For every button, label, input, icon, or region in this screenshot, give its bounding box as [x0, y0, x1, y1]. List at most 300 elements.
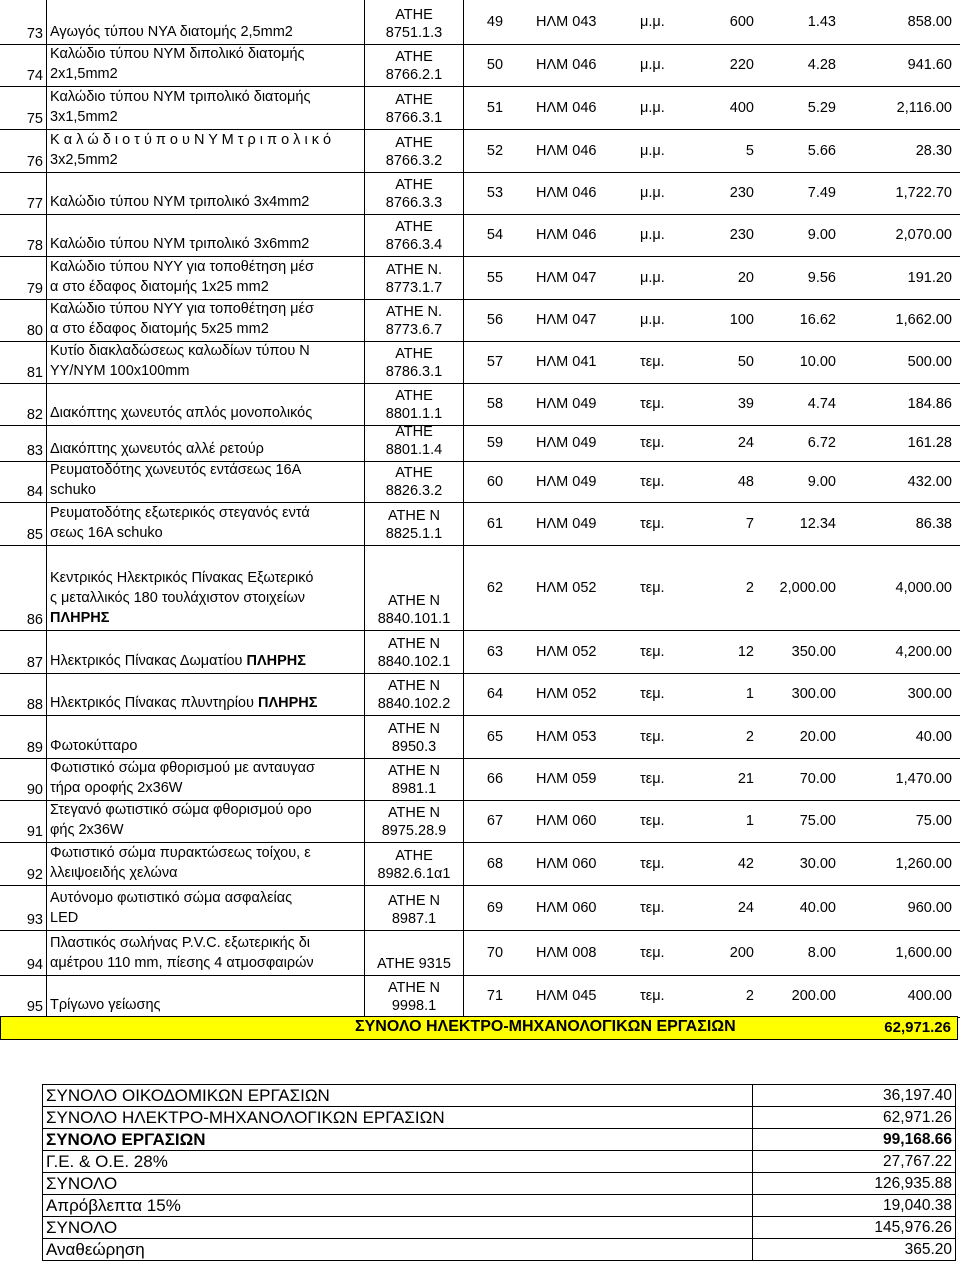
- summary-value: 126,935.88: [753, 1173, 956, 1195]
- table-row: [0, 502, 960, 546]
- code-line: ΑΤΗΕ 9315: [377, 956, 451, 972]
- summary-row: [43, 1151, 956, 1173]
- code-line: 8773.6.7: [385, 322, 443, 338]
- description-line: schuko: [50, 482, 96, 498]
- right-number: 53: [486, 185, 504, 201]
- right-code: ΗΛΜ 052: [536, 643, 597, 660]
- summary-label: Απρόβλεπτα 15%: [43, 1195, 753, 1217]
- table-row: [0, 0, 960, 45]
- code-line: 8840.102.2: [377, 696, 451, 712]
- description-line: [50, 651, 364, 671]
- line-total: 75.00: [915, 813, 952, 829]
- code-line: 8982.6.1α1: [377, 866, 451, 882]
- description-line: Κ α λ ώ δ ι ο τ ύ π ο υ Ν Υ Μ τ ρ ι π ο λ ι κ ό: [50, 132, 332, 148]
- code-line: ΑΤΗΕ: [395, 465, 433, 481]
- item-code: [364, 885, 464, 930]
- item-number: 74: [26, 68, 43, 84]
- line-total: 1,470.00: [895, 771, 952, 787]
- code-line: 8773.1.7: [385, 280, 443, 296]
- unit-price: 9.00: [807, 473, 836, 490]
- right-code: ΗΛΜ 046: [536, 227, 597, 243]
- code-line: 8766.2.1: [385, 67, 443, 83]
- total-value: 62,971.26: [884, 1019, 951, 1036]
- summary-label: ΣΥΝΟΛΟ ΗΛΕΚΤΡΟ-ΜΗΧΑΝΟΛΟΓΙΚΩΝ ΕΡΓΑΣΙΩΝ: [43, 1107, 753, 1129]
- line-total: 184.86: [907, 396, 952, 412]
- right-code: ΗΛΜ 060: [536, 813, 597, 829]
- right-number: 69: [486, 899, 504, 916]
- code-line: ΑΤΗΕ Ν: [387, 721, 441, 737]
- right-number: 63: [486, 643, 504, 660]
- unit: μ.μ.: [640, 312, 665, 328]
- right-number: 61: [486, 515, 504, 532]
- summary-row: [43, 1173, 956, 1195]
- table-row: [0, 758, 960, 801]
- item-code: [364, 715, 464, 758]
- right-code: ΗΛΜ 059: [536, 771, 597, 787]
- item-code: [364, 758, 464, 800]
- right-code: ΗΛΜ 049: [536, 396, 597, 412]
- line-total: 191.20: [907, 269, 952, 286]
- summary-label: ΣΥΝΟΛΟ ΟΙΚΟΔΟΜΙΚΩΝ ΕΡΓΑΣΙΩΝ: [43, 1085, 753, 1107]
- item-number: 94: [26, 957, 43, 973]
- right-code: ΗΛΜ 049: [536, 515, 597, 532]
- code-line: 8981.1: [391, 781, 437, 797]
- line-total: 28.30: [915, 142, 952, 159]
- table-row: [0, 975, 960, 1018]
- quantity: 50: [737, 354, 754, 370]
- table-row: [0, 214, 960, 257]
- complete-flag: ΠΛΗΡΗΣ: [257, 695, 318, 711]
- item-description: [46, 545, 364, 630]
- line-total: 1,662.00: [895, 312, 952, 328]
- line-total: 4,200.00: [895, 643, 952, 660]
- right-code: ΗΛΜ 045: [536, 988, 597, 1004]
- right-number: 56: [486, 312, 504, 328]
- line-total: 432.00: [907, 473, 952, 490]
- code-line: ΑΤΗΕ: [395, 346, 433, 362]
- description-line: Φωτιστικό σώμα φθορισμού με ανταυγασ: [50, 760, 315, 776]
- item-number: 75: [26, 111, 43, 127]
- item-number: 81: [26, 365, 43, 381]
- unit-price: 10.00: [799, 354, 836, 370]
- item-code: [364, 930, 464, 975]
- unit-price: 350.00: [791, 643, 836, 660]
- item-description: [46, 172, 364, 214]
- description-line: τήρα οροφής 2x36W: [50, 780, 183, 796]
- line-total: 4,000.00: [895, 579, 952, 596]
- total-label: ΣΥΝΟΛΟ ΗΛΕΚΤΡΟ-ΜΗΧΑΝΟΛΟΓΙΚΩΝ ΕΡΓΑΣΙΩΝ: [355, 1018, 736, 1035]
- item-description: [46, 842, 364, 885]
- right-number: 60: [486, 473, 504, 490]
- quantity: 39: [737, 396, 754, 412]
- description-line: Ρευματοδότης εξωτερικός στεγανός εντά: [50, 505, 310, 521]
- code-line: ΑΤΗΕ Ν: [387, 893, 441, 909]
- item-number: 80: [26, 323, 43, 339]
- unit: τεμ.: [640, 813, 665, 829]
- unit-price: 40.00: [799, 899, 836, 916]
- description-line: λλειψοειδής χελώνα: [50, 865, 178, 881]
- item-description: [46, 930, 364, 975]
- item-description: [46, 86, 364, 129]
- right-code: ΗΛΜ 052: [536, 686, 597, 702]
- unit: τεμ.: [640, 515, 665, 532]
- code-line: ΑΤΗΕ Ν: [387, 763, 441, 779]
- summary-row: [43, 1239, 956, 1261]
- unit: τεμ.: [640, 855, 665, 872]
- code-line: ΑΤΗΕ: [395, 219, 433, 235]
- unit: τεμ.: [640, 686, 665, 702]
- table-row: [0, 630, 960, 674]
- item-description: [46, 673, 364, 715]
- right-number: 68: [486, 855, 504, 872]
- item-number: 84: [26, 484, 43, 500]
- code-line: 8786.3.1: [385, 364, 443, 380]
- item-code: [364, 86, 464, 129]
- line-total: 161.28: [907, 435, 952, 451]
- item-code: [364, 129, 464, 172]
- item-code: [364, 461, 464, 502]
- right-number: 71: [486, 988, 504, 1004]
- item-code: [364, 975, 464, 1017]
- description-line: Αγωγός τύπου ΝΥΑ διατομής 2,5mm2: [50, 24, 293, 40]
- code-line: ΑΤΗΕ Ν: [387, 678, 441, 694]
- table-row: [0, 425, 960, 462]
- quantity: 12: [737, 643, 754, 660]
- unit: μ.μ.: [640, 185, 665, 201]
- code-line: 8766.3.2: [385, 153, 443, 169]
- right-code: ΗΛΜ 043: [536, 14, 597, 30]
- line-total: 1,260.00: [895, 855, 952, 872]
- right-number: 59: [486, 435, 504, 451]
- description-line: α στο έδαφος διατομής 1x25 mm2: [50, 279, 269, 295]
- quantity: 2: [745, 988, 754, 1004]
- unit: μ.μ.: [640, 269, 665, 286]
- quantity: 20: [737, 269, 754, 286]
- table-row: [0, 86, 960, 130]
- code-line: 8801.1.4: [385, 442, 443, 458]
- code-line: 8766.3.1: [385, 110, 443, 126]
- item-description: [46, 214, 364, 256]
- description-line: LED: [50, 910, 79, 926]
- summary-row: [43, 1195, 956, 1217]
- right-code: ΗΛΜ 052: [536, 579, 597, 596]
- unit-price: 5.29: [807, 99, 836, 116]
- right-number: 65: [486, 728, 504, 745]
- table-row: [0, 341, 960, 384]
- description-line: Κυτίο διακλαδώσεως καλωδίων τύπου Ν: [50, 343, 310, 359]
- code-line: 8751.1.3: [385, 25, 443, 41]
- item-number: 86: [26, 612, 43, 628]
- description-line: Στεγανό φωτιστικό σώμα φθορισμού ορο: [50, 802, 312, 818]
- description-line: Φωτιστικό σώμα πυρακτώσεως τοίχου, ε: [50, 845, 311, 861]
- right-number: 50: [486, 57, 504, 73]
- summary-value: 145,976.26: [753, 1217, 956, 1239]
- unit: τεμ.: [640, 396, 665, 412]
- quantity: 200: [729, 944, 754, 961]
- complete-flag: ΠΛΗΡΗΣ: [246, 653, 306, 669]
- line-total: 86.38: [915, 515, 952, 532]
- code-line: ΑΤΗΕ Ν: [387, 593, 441, 609]
- description-line: Διακόπτης χωνευτός απλός μονοπολικός: [50, 405, 313, 421]
- quantity: 48: [737, 473, 754, 490]
- code-line: 8840.102.1: [377, 654, 451, 670]
- table-row: [0, 715, 960, 759]
- item-code: [364, 842, 464, 885]
- summary-value: 19,040.38: [753, 1195, 956, 1217]
- unit: τεμ.: [640, 771, 665, 787]
- unit: μ.μ.: [640, 14, 665, 30]
- code-line: ΑΤΗΕ: [395, 49, 433, 65]
- description-line: αμέτρου 110 mm, πίεσης 4 ατμοσφαιρών: [50, 955, 314, 971]
- right-code: ΗΛΜ 047: [536, 312, 597, 328]
- item-code: [364, 425, 464, 461]
- unit-price: 6.72: [807, 435, 836, 451]
- description-line: 3x1,5mm2: [50, 109, 118, 125]
- summary-value: 365.20: [753, 1239, 956, 1261]
- unit-price: 4.28: [807, 57, 836, 73]
- quantity: 5: [745, 142, 754, 159]
- code-line: ΑΤΗΕ Ν: [387, 636, 441, 652]
- unit: τεμ.: [640, 435, 665, 451]
- line-total: 40.00: [915, 728, 952, 745]
- line-total: 400.00: [907, 988, 952, 1004]
- right-number: 57: [486, 354, 504, 370]
- table-row: [0, 673, 960, 716]
- table-row: [0, 461, 960, 503]
- item-description: [46, 800, 364, 842]
- item-number: 88: [26, 697, 43, 713]
- unit-price: 30.00: [799, 855, 836, 872]
- quantity: 1: [745, 813, 754, 829]
- item-description: [46, 758, 364, 800]
- item-number: 77: [26, 196, 43, 212]
- unit-price: 200.00: [791, 988, 836, 1004]
- item-code: [364, 502, 464, 545]
- summary-label: ΣΥΝΟΛΟ: [43, 1173, 753, 1195]
- description-line: 3x2,5mm2: [50, 152, 118, 168]
- summary-value: 62,971.26: [753, 1107, 956, 1129]
- description-line: Ρευματοδότης χωνευτός εντάσεως 16Α: [50, 462, 302, 478]
- unit-price: 1.43: [807, 14, 836, 30]
- item-code: [364, 0, 464, 44]
- item-number: 76: [26, 154, 43, 170]
- right-code: ΗΛΜ 053: [536, 728, 597, 745]
- item-code: [364, 214, 464, 256]
- item-description: [46, 256, 364, 299]
- unit: μ.μ.: [640, 99, 665, 116]
- right-code: ΗΛΜ 046: [536, 57, 597, 73]
- unit-price: 2,000.00: [779, 579, 836, 596]
- item-description: [46, 630, 364, 673]
- right-number: 66: [486, 771, 504, 787]
- right-number: 51: [486, 99, 504, 116]
- right-code: ΗΛΜ 060: [536, 855, 597, 872]
- table-row: [0, 885, 960, 931]
- item-number: 78: [26, 238, 43, 254]
- line-total: 960.00: [907, 899, 952, 916]
- unit-price: 5.66: [807, 142, 836, 159]
- item-number: 85: [26, 527, 43, 543]
- right-code: ΗΛΜ 008: [536, 944, 597, 961]
- quantity: 400: [729, 99, 754, 116]
- code-line: ΑΤΗΕ: [395, 92, 433, 108]
- description-line: Διακόπτης χωνευτός αλλέ ρετούρ: [50, 441, 264, 457]
- quantity: 230: [729, 227, 754, 243]
- unit-price: 9.00: [807, 227, 836, 243]
- unit-price: 16.62: [799, 312, 836, 328]
- unit-price: 8.00: [807, 944, 836, 961]
- description-line: Καλώδιο τύπου ΝΥΜ διπολικό διατομής: [50, 46, 305, 62]
- unit-price: 7.49: [807, 185, 836, 201]
- quantity: 1: [745, 686, 754, 702]
- unit: τεμ.: [640, 643, 665, 660]
- description-line: ΥΥ/ΝΥΜ 100x100mm: [50, 363, 190, 379]
- code-line: ΑΤΗΕ Ν.: [385, 304, 443, 320]
- table-row: [0, 172, 960, 215]
- item-number: 83: [26, 443, 43, 459]
- code-line: ΑΤΗΕ: [395, 7, 433, 23]
- unit-price: 75.00: [799, 813, 836, 829]
- code-line: ΑΤΗΕ Ν: [387, 805, 441, 821]
- code-line: 8826.3.2: [385, 483, 443, 499]
- description-line: Πλαστικός σωλήνας P.V.C. εξωτερικής δι: [50, 935, 310, 951]
- summary-value: 36,197.40: [753, 1085, 956, 1107]
- table-row: [0, 383, 960, 426]
- description-line: Καλώδιο τύπου ΝΥΜ τριπολικό 3x4mm2: [50, 194, 310, 210]
- right-number: 67: [486, 813, 504, 829]
- line-total: 1,722.70: [895, 185, 952, 201]
- quantity: 2: [745, 728, 754, 745]
- unit: μ.μ.: [640, 227, 665, 243]
- code-line: ΑΤΗΕ: [395, 425, 433, 440]
- unit: τεμ.: [640, 473, 665, 490]
- right-code: ΗΛΜ 046: [536, 185, 597, 201]
- code-line: ΑΤΗΕ: [395, 848, 433, 864]
- code-line: 8766.3.3: [385, 195, 443, 211]
- right-number: 52: [486, 142, 504, 159]
- unit-price: 12.34: [799, 515, 836, 532]
- right-number: 58: [486, 396, 504, 412]
- code-line: 8801.1.1: [385, 406, 443, 422]
- code-line: 8825.1.1: [385, 526, 443, 542]
- item-description: [46, 502, 364, 545]
- item-code: [364, 341, 464, 383]
- table-row: [0, 129, 960, 173]
- unit-price: 9.56: [807, 269, 836, 286]
- description-line: ΠΛΗΡΗΣ: [50, 610, 110, 626]
- line-total: 2,116.00: [896, 99, 952, 116]
- line-total: 858.00: [907, 14, 952, 30]
- table-row: [0, 930, 960, 976]
- item-number: 73: [26, 26, 43, 42]
- table-row: [0, 842, 960, 886]
- summary-row: [43, 1129, 956, 1151]
- table-row: [0, 299, 960, 342]
- right-number: 55: [486, 269, 504, 286]
- quantity: 42: [737, 855, 754, 872]
- description-line: ς μεταλλικός 180 τουλάχιστον στοιχείων: [50, 590, 306, 606]
- line-total: 500.00: [907, 354, 952, 370]
- quantity: 24: [737, 899, 754, 916]
- right-code: ΗΛΜ 049: [536, 473, 597, 490]
- item-code: [364, 299, 464, 341]
- item-code: [364, 172, 464, 214]
- item-number: 79: [26, 281, 43, 297]
- summary-label: Αναθεώρηση: [43, 1239, 753, 1261]
- line-total: 1,600.00: [895, 944, 952, 961]
- summary-label: ΣΥΝΟΛΟ ΕΡΓΑΣΙΩΝ: [43, 1129, 753, 1151]
- item-code: [364, 383, 464, 425]
- quantity: 220: [729, 57, 754, 73]
- code-line: 9998.1: [391, 998, 437, 1014]
- description-line: Τρίγωνο γείωσης: [50, 997, 161, 1013]
- unit: τεμ.: [640, 728, 665, 745]
- table-row: [0, 44, 960, 87]
- item-description: [46, 715, 364, 758]
- summary-row: [43, 1217, 956, 1239]
- item-code: [364, 545, 464, 630]
- item-number: 87: [26, 655, 43, 671]
- right-number: 54: [486, 227, 504, 243]
- line-total: 941.60: [907, 57, 952, 73]
- description-line: σεως 16Α schuko: [50, 525, 163, 541]
- description-line: Κεντρικός Ηλεκτρικός Πίνακας Εξωτερικό: [50, 570, 314, 586]
- code-line: 8840.101.1: [377, 611, 451, 627]
- description-line: Καλώδιο τύπου ΝΥΥ για τοποθέτηση μέσ: [50, 259, 314, 275]
- quantity: 21: [737, 771, 754, 787]
- item-code: [364, 44, 464, 86]
- unit-price: 70.00: [799, 771, 836, 787]
- code-line: ΑΤΗΕ Ν.: [385, 262, 443, 278]
- item-code: [364, 800, 464, 842]
- item-code: [364, 630, 464, 673]
- summary-row: [43, 1107, 956, 1129]
- quantity: 24: [737, 435, 754, 451]
- description-line: [50, 693, 364, 713]
- unit-price: 4.74: [807, 396, 836, 412]
- code-line: ΑΤΗΕ: [395, 177, 433, 193]
- item-description: [46, 341, 364, 383]
- item-number: 95: [26, 999, 43, 1015]
- item-code: [364, 256, 464, 299]
- right-code: ΗΛΜ 047: [536, 269, 597, 286]
- description-line: Καλώδιο τύπου ΝΥΥ για τοποθέτηση μέσ: [50, 301, 314, 317]
- unit: μ.μ.: [640, 57, 665, 73]
- table-row: [0, 800, 960, 843]
- right-number: 62: [486, 579, 504, 596]
- right-code: ΗΛΜ 049: [536, 435, 597, 451]
- description-line: φής 2x36W: [50, 822, 124, 838]
- right-number: 70: [486, 944, 504, 961]
- quantity: 7: [745, 515, 754, 532]
- item-number: 92: [26, 867, 43, 883]
- table-row: [0, 256, 960, 300]
- right-code: ΗΛΜ 041: [536, 354, 597, 370]
- code-line: ΑΤΗΕ: [395, 135, 433, 151]
- right-code: ΗΛΜ 046: [536, 142, 597, 159]
- summary-row: [43, 1085, 956, 1107]
- right-number: 49: [486, 14, 504, 30]
- unit: τεμ.: [640, 579, 665, 596]
- right-number: 64: [486, 686, 504, 702]
- code-line: 8766.3.4: [385, 237, 443, 253]
- item-description: [46, 129, 364, 172]
- summary-table: [42, 1084, 956, 1261]
- item-number: 89: [26, 740, 43, 756]
- unit-price: 20.00: [799, 728, 836, 745]
- unit-price: 300.00: [791, 686, 836, 702]
- summary-label: Γ.Ε. & Ο.Ε. 28%: [43, 1151, 753, 1173]
